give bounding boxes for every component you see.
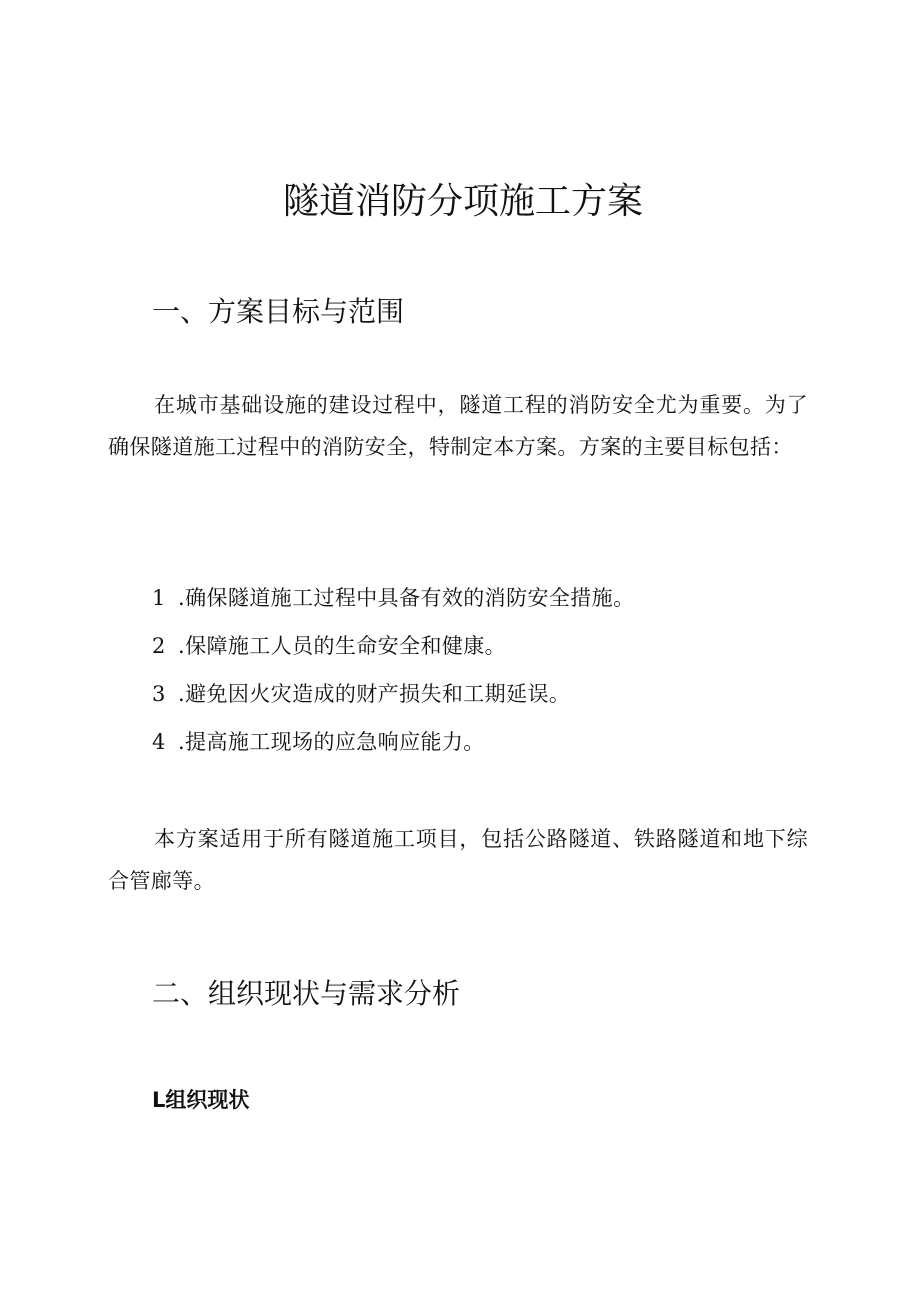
list-item [152,718,634,766]
list-item [152,670,634,718]
list-item-text: .保障施工人员的生命安全和健康。 [178,634,507,658]
list-item-text: .避免因火灾造成的财产损失和工期延误。 [178,682,571,706]
list-item [152,574,634,622]
intro-paragraph: 在城市基础设施的建设过程中，隧道工程的消防安全尤为重要。为了确保隧道施工过程中的消防安全，特制定本方案。方案的主要目标包括： [108,393,808,459]
section-heading-2: 二、组织现状与需求分析 [152,977,461,1010]
document-title: 隧道消防分项施工方案 [282,181,643,222]
list-item-text: .确保隧道施工过程中具备有效的消防安全措施。 [178,586,635,610]
subsection-heading: L组织现状 [152,1088,250,1112]
scope-paragraph: 本方案适用于所有隧道施工项目，包括公路隧道、铁路隧道和地下综合管廊等。 [108,827,808,893]
list-item-number: 4 [152,730,166,754]
list-item-text: .提高施工现场的应急响应能力。 [178,730,485,754]
list-item-number: 1 [152,586,166,610]
list-item-number: 2 [152,634,166,658]
list-item [152,622,634,670]
section-heading-1: 一、方案目标与范围 [152,295,405,328]
goals-list [152,574,634,766]
list-item-number: 3 [152,682,166,706]
